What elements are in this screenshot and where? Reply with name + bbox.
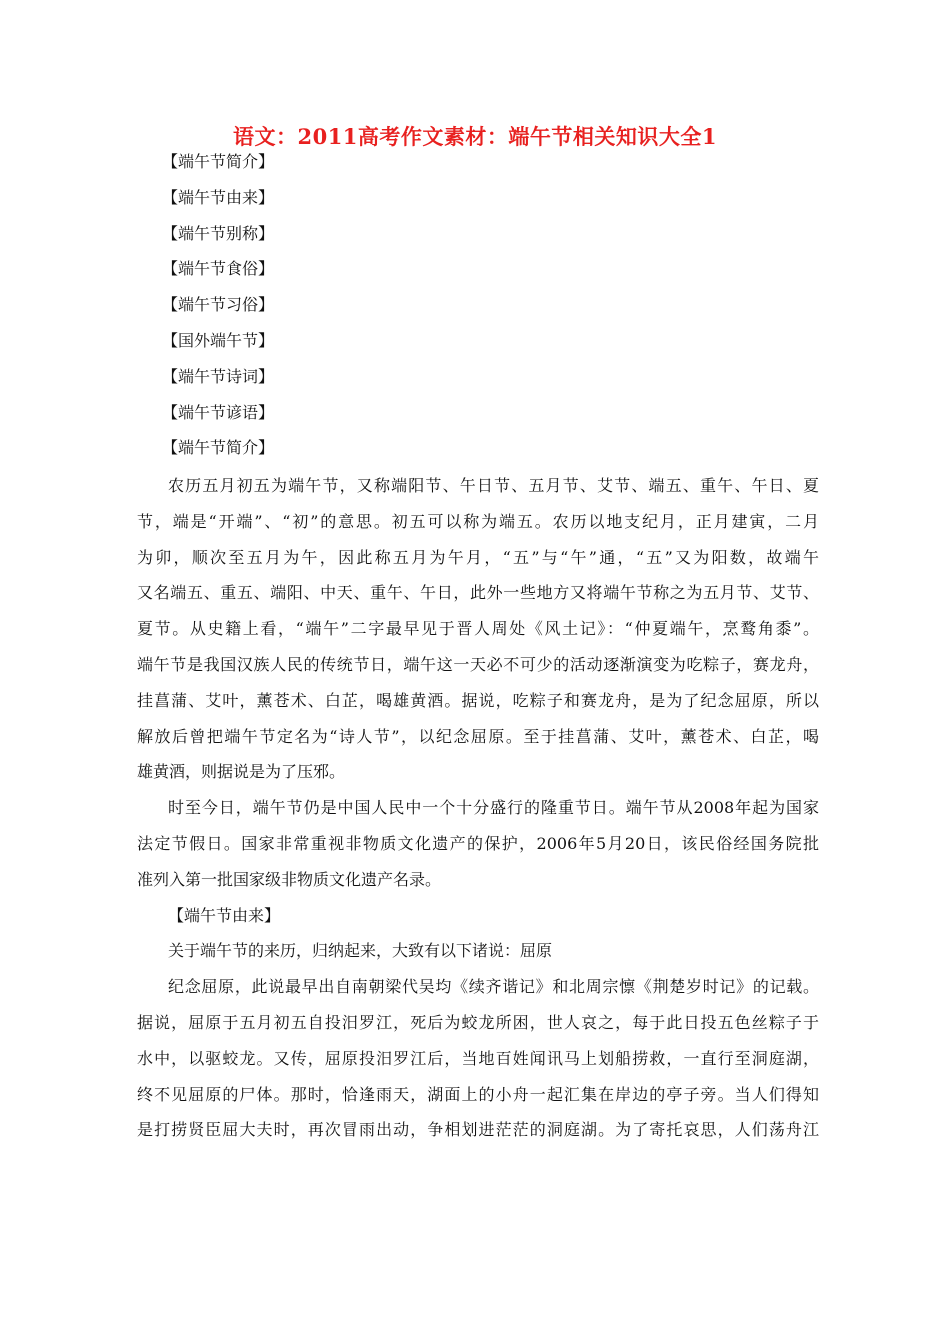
document-title: 语文：2011高考作文素材：端午节相关知识大全1	[232, 124, 718, 149]
text-line: 端午节是我国汉族人民的传统节日，端午这一天必不可少的活动逐渐演变为吃粽子，赛龙舟，	[137, 654, 819, 674]
text-line: 准列入第一批国家级非物质文化遗产名录。	[137, 869, 442, 889]
text-line: 是打捞贤臣屈大夫时，再次冒雨出动，争相划进茫茫的洞庭湖。为了寄托哀思，人们荡舟江	[137, 1120, 819, 1140]
text-line: 为卯，顺次至五月为午，因此称五月为午月，“五”与“午”通，“五”又为阳数，故端午	[137, 547, 819, 567]
text-line: 水中，以驱蛟龙。又传，屈原投汨罗江后，当地百姓闻讯马上划船捞救，一直行至洞庭湖，	[137, 1048, 819, 1068]
text-line: 时至今日，端午节仍是中国人民中一个十分盛行的隆重节日。端午节从2008年起为国家	[168, 798, 819, 818]
text-line: 节，端是“开端”、“初”的意思。初五可以称为端五。农历以地支纪月，正月建寅，二月	[137, 511, 819, 531]
toc-item: 【端午节简介】	[162, 152, 275, 171]
text-line: 又名端五、重五、端阳、中天、重午、午日，此外一些地方又将端午节称之为五月节、艾节、	[137, 583, 819, 603]
text-line: 夏节。从史籍上看，“端午”二字最早见于晋人周处《风土记》：“仲夏端午，烹鹜角黍”。	[137, 619, 819, 639]
text-line: 终不见屈原的尸体。那时，恰逢雨天，湖面上的小舟一起汇集在岸边的亭子旁。当人们得知	[137, 1084, 819, 1104]
toc-item: 【端午节食俗】	[162, 259, 275, 279]
toc-item: 【端午节别称】	[162, 223, 275, 243]
toc-item: 【端午节诗词】	[162, 366, 275, 386]
toc-item: 【端午节谚语】	[162, 402, 275, 422]
text-line: 挂菖蒲、艾叶，薰苍术、白芷，喝雄黄酒。据说，吃粽子和赛龙舟，是为了纪念屈原，所以	[137, 690, 819, 710]
toc-item: 【国外端午节】	[162, 330, 275, 350]
table-of-contents	[162, 149, 274, 471]
toc-item: 【端午节习俗】	[162, 295, 275, 315]
text-line: 农历五月初五为端午节，又称端阳节、午日节、五月节、艾节、端五、重午、午日、夏	[168, 476, 819, 495]
text-line: 据说，屈原于五月初五自投汨罗江，死后为蛟龙所困，世人哀之，每于此日投五色丝粽子于	[137, 1012, 819, 1032]
text-line: 解放后曾把端午节定名为“诗人节”，以纪念屈原。至于挂菖蒲、艾叶，薰苍术、白芷，喝	[137, 726, 819, 746]
text-line: 雄黄酒，则据说是为了压邪。	[137, 762, 346, 782]
toc-item: 【端午节简介】	[162, 438, 275, 458]
text-line: 法定节假日。国家非常重视非物质文化遗产的保护，2006年5月20日，该民俗经国务院批	[137, 833, 819, 853]
toc-item: 【端午节由来】	[162, 187, 275, 207]
document-body	[137, 471, 819, 1151]
section-heading: 【端午节由来】	[168, 905, 281, 925]
text-line: 纪念屈原，此说最早出自南朝梁代吴均《续齐谐记》和北周宗懔《荆楚岁时记》的记载。	[168, 977, 819, 997]
text-line: 关于端午节的来历，归纳起来，大致有以下诸说：屈原	[168, 941, 553, 961]
